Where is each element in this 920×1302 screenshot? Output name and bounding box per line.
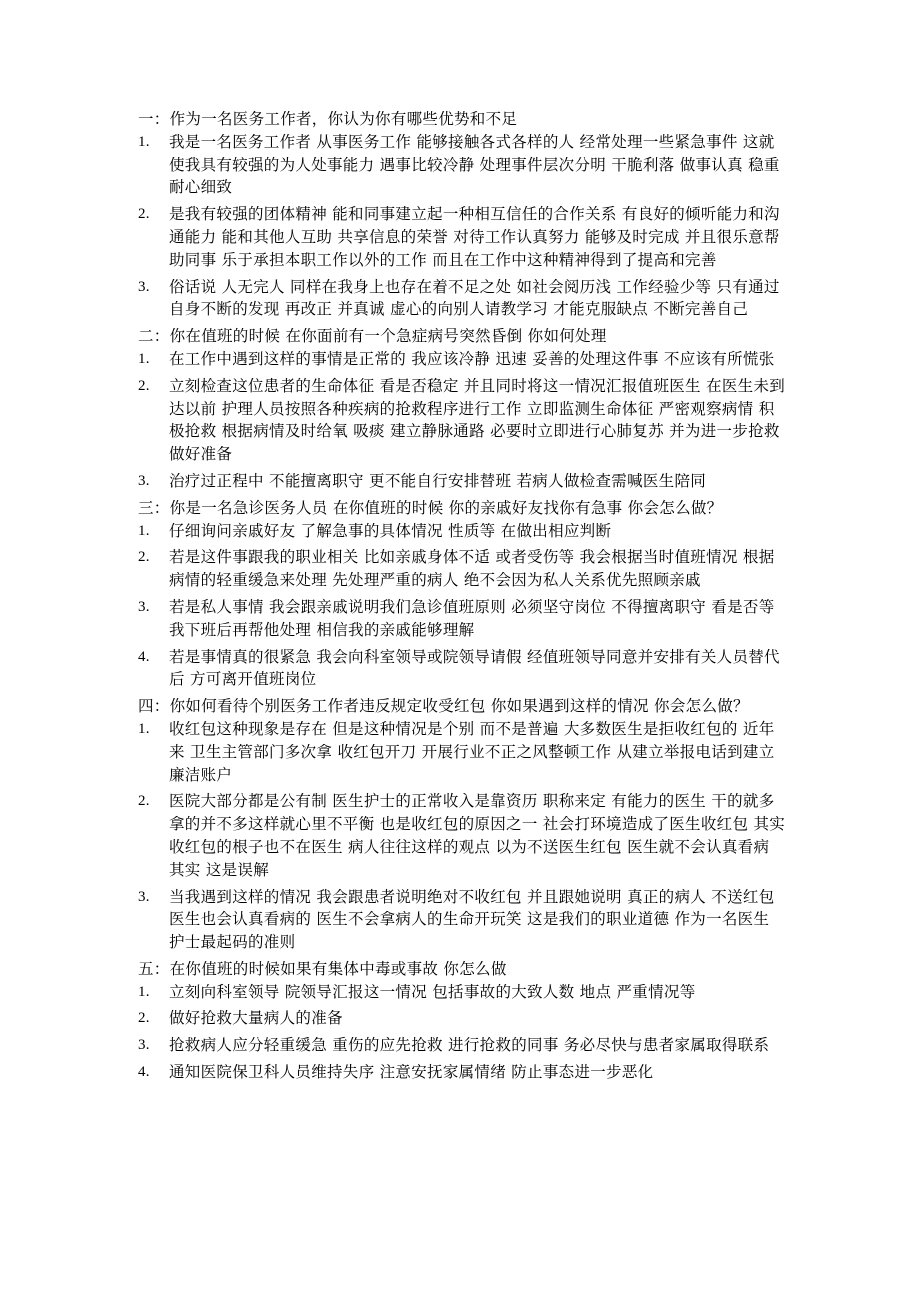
list-item: [138, 276, 788, 322]
list-item: [138, 520, 788, 543]
list-item: [138, 1007, 788, 1030]
list-item: [138, 1061, 788, 1084]
section-heading: 一：作为一名医务工作者，你认为你有哪些优势和不足: [138, 110, 518, 128]
list-item: [138, 1034, 788, 1057]
item-text: 我是一名医务工作者 从事医务工作 能够接触各式各样的人 经常处理一些紧急事件 这就使我具有较强的为人处事能力 遇事比较冷静 处理事件层次分明 干脆利落 做事认真 稳重 耐心细致: [169, 132, 780, 197]
item-text: 在工作中遇到这样的事情是正常的 我应该冷静 迅速 妥善的处理这件事 不应该有所慌张: [169, 349, 775, 368]
list-item: [138, 348, 788, 371]
item-number: 3.: [138, 888, 150, 905]
item-number: 2.: [138, 377, 150, 394]
section-1: [138, 108, 788, 321]
item-text: 立刻向科室领导 院领导汇报这一情况 包括事故的大致人数 地点 严重情况等: [169, 982, 696, 1001]
item-list: [138, 520, 788, 692]
item-text: 医院大部分都是公有制 医生护士的正常收入是靠资历 职称来定 有能力的医生 干的就多 拿的并不多这样就心里不平衡 也是收红包的原因之一 社会打环境造成了医生收红包 其实收红包的根子也不在医生 病人往往这样的观点 以为不送医生红包 医生就不会认真看病 其实 这是误解: [169, 792, 786, 879]
item-list: [138, 131, 788, 321]
item-number: 1.: [138, 983, 150, 1000]
section-4: [138, 695, 788, 954]
list-item: [138, 470, 788, 493]
item-text: 收红包这种现象是存在 但是这种情况是个别 而不是普遍 大多数医生是拒收红包的 近年来 卫生主管部门多次拿 收红包开刀 开展行业不正之风整顿工作 从建立举报电话到建立廉洁账户: [169, 719, 775, 784]
item-text: 俗话说 人无完人 同样在我身上也存在着不足之处 如社会阅历浅 工作经验少等 只有通过自身不断的发现 再改正 并真诚 虚心的向别人请教学习 才能克服缺点 不断完善自己: [169, 277, 780, 319]
section-2: [138, 325, 788, 493]
section-5: [138, 958, 788, 1084]
item-number: 2.: [138, 1010, 150, 1027]
item-number: 3.: [138, 598, 150, 615]
item-number: 3.: [138, 278, 150, 295]
item-number: 2.: [138, 793, 150, 810]
list-item: [138, 886, 788, 954]
item-number: 3.: [138, 472, 150, 489]
item-number: 1.: [138, 350, 150, 367]
item-text: 若是私人事情 我会跟亲戚说明我们急诊值班原则 必须坚守岗位 不得擅离职守 看是否等我下班后再帮他处理 相信我的亲戚能够理解: [169, 597, 775, 639]
item-text: 是我有较强的团体精神 能和同事建立起一种相互信任的合作关系 有良好的倾听能力和沟通能力 能和其他人互助 共享信息的荣誉 对待工作认真努力 能够及时完成 并且很乐意帮助同事 乐于承担本职工作以外的工作 而且在工作中这种精神得到了提高和完善: [169, 205, 780, 269]
list-item: [138, 546, 788, 592]
list-item: [138, 646, 788, 692]
section-heading: 二：你在值班的时候 在你面前有一个急症病号突然昏倒 你如何处理: [138, 327, 607, 346]
item-number: 4.: [138, 648, 150, 665]
list-item: [138, 375, 788, 466]
item-text: 当我遇到这样的情况 我会跟患者说明绝对不收红包 并且跟她说明 真正的病人 不送红包 医生也会认真看病的 医生不会拿病人的生命开玩笑 这是我们的职业道德 作为一名医生 护士最起码的准则: [169, 887, 775, 952]
list-item: [138, 203, 788, 271]
item-text: 抢救病人应分轻重缓急 重伤的应先抢救 进行抢救的同事 务必尽快与患者家属取得联系: [169, 1036, 770, 1055]
section-3: [138, 497, 788, 691]
item-text: 立刻检查这位患者的生命体征 看是否稳定 并且同时将这一情况汇报值班医生 在医生未到达以前 护理人员按照各种疾病的抢救程序进行工作 立即监测生命体征 严密观察病情 积极抢救 根据病情及时给氧 吸痰 建立静脉通路 必要时立即进行心肺复苏 并为进一步抢救做好准备: [169, 376, 786, 464]
section-heading: 五：在你值班的时候如果有集体中毒或事故 你怎么做: [138, 959, 507, 978]
section-heading: 三：你是一名急诊医务人员 在你值班的时候 你的亲戚好友找你有急事 你会怎么做？: [138, 498, 723, 517]
item-text: 若是这件事跟我的职业相关 比如亲戚身体不适 或者受伤等 我会根据当时值班情况 根据病情的轻重缓急来处理 先处理严重的病人 绝不会因为私人关系优先照顾亲戚: [169, 548, 775, 590]
list-item: [138, 790, 788, 881]
list-item: [138, 718, 788, 786]
item-number: 1.: [138, 522, 150, 539]
item-list: [138, 718, 788, 954]
item-number: 2.: [138, 206, 150, 223]
item-list: [138, 348, 788, 493]
item-text: 若是事情真的很紧急 我会向科室领导或院领导请假 经值班领导同意并安排有关人员替代后 方可离开值班岗位: [169, 647, 780, 689]
item-text: 做好抢救大量病人的准备: [169, 1009, 343, 1028]
item-text: 通知医院保卫科人员维持失序 注意安抚家属情绪 防止事态进一步恶化: [169, 1063, 654, 1082]
item-number: 2.: [138, 549, 150, 566]
item-text: 仔细询问亲戚好友 了解急事的具体情况 性质等 在做出相应判断: [169, 521, 612, 540]
document-page: [138, 108, 788, 1088]
item-number: 1.: [138, 133, 150, 150]
item-list: [138, 981, 788, 1084]
section-heading: 四：你如何看待个别医务工作者违反规定收受红包 你如果遇到这样的情况 你会怎么做？: [138, 697, 749, 716]
item-number: 4.: [138, 1064, 150, 1081]
list-item: [138, 131, 788, 199]
item-number: 3.: [138, 1037, 150, 1054]
list-item: [138, 596, 788, 642]
item-number: 1.: [138, 720, 150, 737]
list-item: [138, 981, 788, 1004]
item-text: 治疗过正程中 不能擅离职守 更不能自行安排替班 若病人做检查需喊医生陪同: [169, 471, 707, 490]
